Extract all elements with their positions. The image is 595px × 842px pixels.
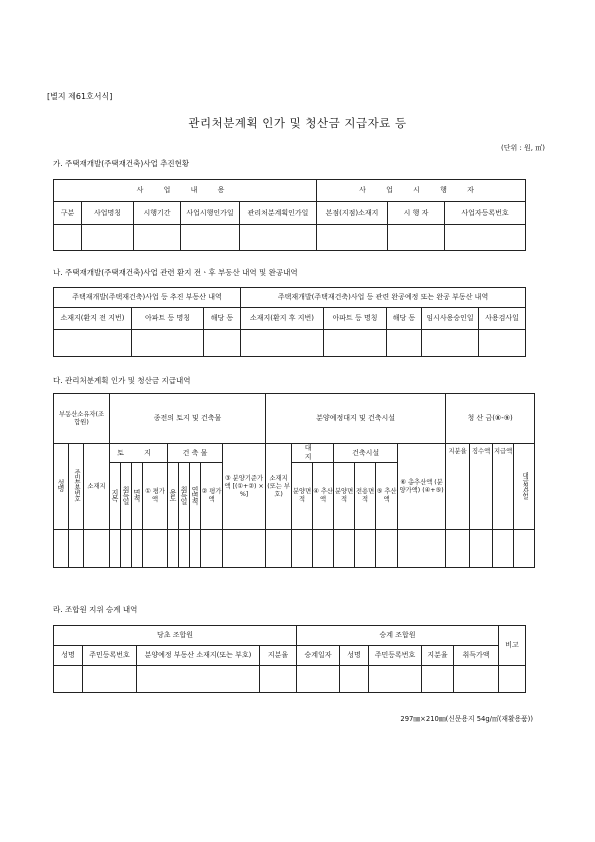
col-header: 승계일자 <box>297 646 340 666</box>
section-a-group1: 사 업 내 용 <box>54 180 317 202</box>
input-cell[interactable] <box>134 225 181 251</box>
col-header: 해당 동 <box>387 308 422 330</box>
paid-header: 지급액 <box>493 444 514 530</box>
col-header: 주민등록번호 <box>83 646 137 666</box>
section-a-heading: 가. 주택재개발(주택재건축)사업 추진현황 <box>53 159 190 168</box>
input-cell[interactable] <box>324 330 387 357</box>
input-cell[interactable] <box>499 666 526 693</box>
col-header: 임시사용승인일 <box>422 308 479 330</box>
input-cell[interactable] <box>422 666 454 693</box>
section-d-group2: 승계 조합원 <box>297 626 499 646</box>
section-b-group1: 주택재개발(주택재건축)사업 등 추진 부동산 내역 <box>54 288 241 308</box>
input-cell[interactable] <box>297 666 340 693</box>
col-header: 취득가액 <box>454 646 499 666</box>
col-header: 지분율 <box>260 646 297 666</box>
col-header: 소재지(환지 전 지번) <box>54 308 132 330</box>
name-header: 성명 <box>54 444 69 530</box>
input-cell[interactable] <box>355 530 376 568</box>
input-cell[interactable] <box>137 666 260 693</box>
col-header: 시 행 자 <box>388 202 445 225</box>
input-cell[interactable] <box>376 530 398 568</box>
input-cell[interactable] <box>168 530 179 568</box>
input-cell[interactable] <box>445 225 526 251</box>
input-cell[interactable] <box>479 330 526 357</box>
form-number: [별지 제61호서식] <box>47 92 113 101</box>
section-d-table <box>53 625 526 693</box>
unit-note: (단위 : 원, ㎡) <box>500 144 545 152</box>
area-header: 면적 <box>132 463 143 530</box>
input-cell[interactable] <box>340 666 369 693</box>
new-building-group: 건축시설 <box>334 444 398 463</box>
input-cell[interactable] <box>313 530 334 568</box>
input-cell[interactable] <box>292 530 313 568</box>
pay-date-header: 대금청산일 <box>514 444 535 530</box>
floor-area-header: 연면적 <box>190 463 201 530</box>
base-value-header: ③ 분양기준가액 [(①+②) × %] <box>223 444 266 530</box>
input-cell[interactable] <box>69 530 84 568</box>
new-group: 분양예정대지 및 건축시설 <box>266 394 446 444</box>
input-cell[interactable] <box>179 530 190 568</box>
land-group: 토 지 <box>110 444 168 463</box>
col-header: 본점(지점)소재지 <box>317 202 388 225</box>
bld-area2-header: 전용면적 <box>355 463 376 530</box>
input-cell[interactable] <box>422 330 479 357</box>
col-header: 시행기간 <box>134 202 181 225</box>
owner-group: 부동산소유자(조합원) <box>54 394 110 444</box>
section-c-heading: 다. 관리처분계획 인가 및 청산금 지급내역 <box>53 376 191 385</box>
building-group: 건 축 물 <box>168 444 223 463</box>
input-cell[interactable] <box>84 530 110 568</box>
input-cell[interactable] <box>398 530 446 568</box>
input-cell[interactable] <box>190 530 201 568</box>
col-header: 아파트 등 명칭 <box>132 308 204 330</box>
input-cell[interactable] <box>204 330 241 357</box>
paper-spec-footer: 297㎜×210㎜(신문용지 54g/㎡(재활용품)) <box>400 715 533 723</box>
bld-area1-header: 분양면적 <box>334 463 355 530</box>
section-a-group2: 사 업 시 행 자 <box>317 180 526 202</box>
section-d-group1: 당초 조합원 <box>54 626 297 646</box>
section-b-table <box>53 287 526 357</box>
input-cell[interactable] <box>446 530 470 568</box>
input-cell[interactable] <box>470 530 493 568</box>
new-address-header: 소재지(또는 부호) <box>266 444 292 530</box>
input-cell[interactable] <box>266 530 292 568</box>
bld-value-header: ② 평가액 <box>201 463 223 530</box>
input-cell[interactable] <box>514 530 535 568</box>
input-cell[interactable] <box>387 330 422 357</box>
site-value-header: ④ 추산액 <box>313 463 334 530</box>
settle-group: 청 산 금(⑧-⑨) <box>446 394 535 444</box>
input-cell[interactable] <box>241 330 324 357</box>
input-cell[interactable] <box>54 330 132 357</box>
input-cell[interactable] <box>110 530 121 568</box>
site-group: 대 지 <box>292 444 334 463</box>
section-b-group2: 주택재개발(주택재건축)사업 등 관련 완공예정 또는 완공 부동산 내역 <box>241 288 526 308</box>
address-header: 소재지 <box>84 444 110 530</box>
input-cell[interactable] <box>240 225 317 251</box>
land-value-header: ① 평가액 <box>143 463 168 530</box>
col-header: 지분율 <box>422 646 454 666</box>
col-header: 성명 <box>54 646 83 666</box>
input-cell[interactable] <box>54 666 83 693</box>
input-cell[interactable] <box>201 530 223 568</box>
input-cell[interactable] <box>317 225 388 251</box>
input-cell[interactable] <box>83 666 137 693</box>
bld-value2-header: ⑤ 추산액 <box>376 463 398 530</box>
col-header: 분양예정 부동산 소재지(또는 부호) <box>137 646 260 666</box>
use-header: 용도 <box>168 463 179 530</box>
input-cell[interactable] <box>132 530 143 568</box>
collect-header: 징수액 <box>470 444 493 530</box>
input-cell[interactable] <box>334 530 355 568</box>
input-cell[interactable] <box>223 530 266 568</box>
section-c-table <box>53 393 535 568</box>
input-cell[interactable] <box>369 666 422 693</box>
col-header: 사용검사일 <box>479 308 526 330</box>
input-cell[interactable] <box>54 225 82 251</box>
input-cell[interactable] <box>260 666 297 693</box>
input-cell[interactable] <box>121 530 132 568</box>
input-cell[interactable] <box>181 225 240 251</box>
bld-acq-header: 취득일 <box>179 463 190 530</box>
input-cell[interactable] <box>388 225 445 251</box>
col-header: 구분 <box>54 202 82 225</box>
input-cell[interactable] <box>132 330 204 357</box>
col-header: 성명 <box>340 646 369 666</box>
input-cell[interactable] <box>143 530 168 568</box>
col-header: 소재지(환지 후 지번) <box>241 308 324 330</box>
col-header: 해당 동 <box>204 308 241 330</box>
col-header: 사업시행인가일 <box>181 202 240 225</box>
section-d-heading: 라. 조합원 지위 승계 내역 <box>53 605 138 614</box>
total-value-header: ⑥ 총추산액 (분양가액) (④+⑤) <box>398 444 446 530</box>
col-header: 아파트 등 명칭 <box>324 308 387 330</box>
section-a-table <box>53 179 526 251</box>
col-header: 관리처분계획인가일 <box>240 202 317 225</box>
acq-date-header: 취득일 <box>121 463 132 530</box>
lot-header: 지목 <box>110 463 121 530</box>
col-header: 주민등록번호 <box>369 646 422 666</box>
levy-header: 지분율 <box>446 444 470 530</box>
input-cell[interactable] <box>54 530 69 568</box>
page-title: 관리처분계획 인가 및 청산금 지급자료 등 <box>188 116 407 130</box>
prior-group: 종전의 토지 및 건축물 <box>110 394 266 444</box>
col-header: 사업자등록번호 <box>445 202 526 225</box>
resident-no-header: 주민등록번호 <box>69 444 84 530</box>
remark-header: 비고 <box>499 626 526 666</box>
input-cell[interactable] <box>82 225 134 251</box>
section-b-heading: 나. 주택재개발(주택재건축)사업 관련 환지 전ㆍ후 부동산 내역 및 완공내역 <box>53 268 298 277</box>
input-cell[interactable] <box>454 666 499 693</box>
input-cell[interactable] <box>493 530 514 568</box>
site-area-header: 분양면적 <box>292 463 313 530</box>
col-header: 사업명칭 <box>82 202 134 225</box>
